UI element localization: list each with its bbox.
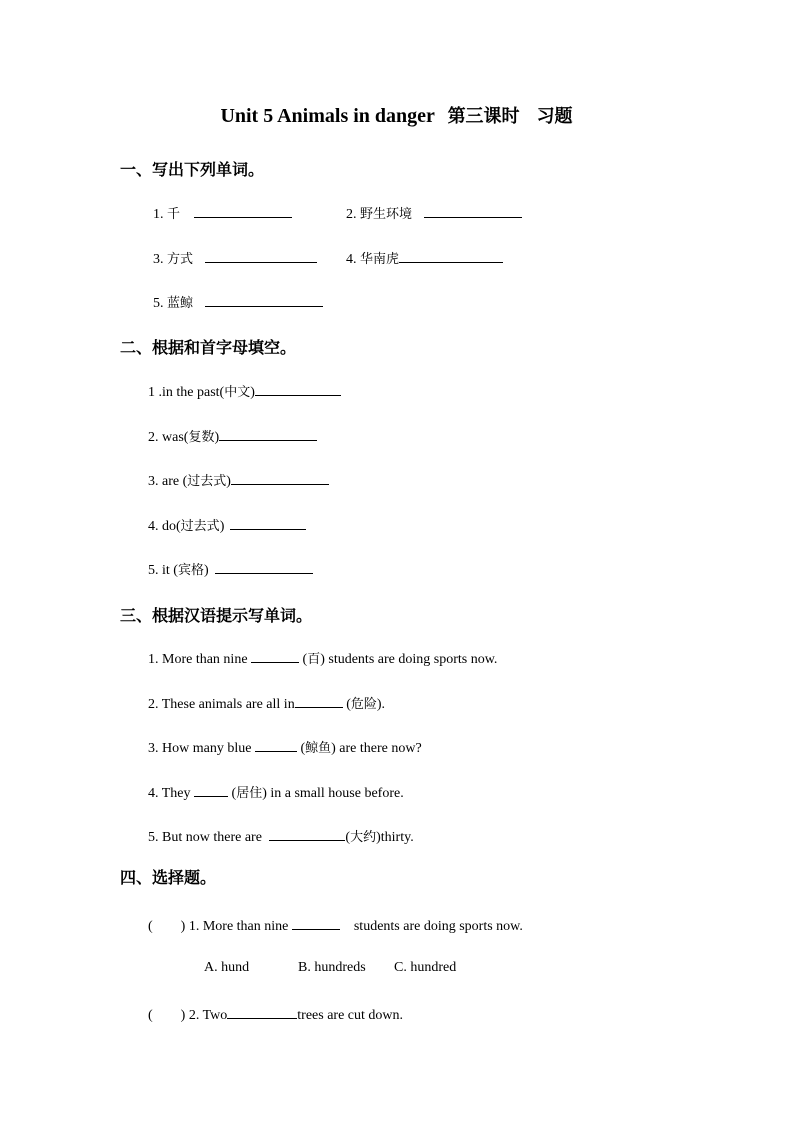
question-text: 4. do(: [148, 519, 181, 534]
question-word: 蓝鲸: [167, 296, 194, 311]
question-text: 1. More than nine: [148, 652, 248, 667]
page-title: [0, 102, 793, 128]
question-text: (: [228, 786, 237, 801]
answer-parentheses[interactable]: ( ): [148, 1008, 186, 1023]
question-text: ): [203, 563, 209, 578]
question-text: 2. These animals are all in: [148, 697, 295, 712]
question-text: (: [299, 652, 308, 667]
answer-blank[interactable]: [424, 203, 522, 218]
question-text: (: [345, 830, 351, 845]
hint-text: 过去式: [180, 519, 220, 534]
answer-blank[interactable]: [194, 782, 228, 797]
p3-q4: [148, 782, 404, 802]
question-text: students are doing sports now.: [353, 919, 523, 934]
question-text: 5. it (: [148, 563, 178, 578]
question-text: 2. was(: [148, 430, 189, 445]
answer-blank[interactable]: [194, 203, 292, 218]
hint-text: 过去式: [187, 474, 227, 489]
hint-text: 复数: [188, 430, 215, 445]
question-text: )thirty.: [376, 830, 414, 845]
question-word: 方式: [167, 252, 194, 267]
p2-q5: [148, 559, 313, 579]
answer-blank[interactable]: [399, 248, 503, 263]
question-text: 4. They: [148, 786, 191, 801]
p2-q2: [148, 426, 317, 446]
p1-q1: [153, 203, 292, 223]
question-number: 2.: [346, 207, 357, 222]
answer-blank[interactable]: [205, 248, 317, 263]
question-text: (: [296, 741, 306, 756]
hint-text: 中文: [224, 385, 251, 400]
question-text: ) are there now?: [331, 741, 422, 756]
question-word: 千: [167, 207, 181, 222]
hint-text: 百: [307, 652, 321, 667]
p3-q3: [148, 737, 422, 757]
question-text: trees are cut down.: [297, 1008, 403, 1023]
section-3-heading: 三、根据汉语提示写单词。: [120, 606, 313, 625]
hint-text: 居住: [236, 786, 263, 801]
question-word: 华南虎: [360, 252, 400, 267]
section-4-heading: 四、选择题。: [120, 868, 217, 887]
p4-q1-option-a[interactable]: A. hund: [204, 960, 250, 975]
p2-q1: [148, 381, 341, 401]
title-lesson: 第三课时: [447, 106, 520, 127]
question-text: (: [342, 697, 351, 712]
title-exercise: 习题: [536, 106, 573, 127]
question-text: 1. More than nine: [188, 919, 289, 934]
answer-blank[interactable]: [219, 426, 317, 441]
p4-q1-option-b[interactable]: B. hundreds: [298, 960, 366, 975]
question-text: 2. Two: [188, 1008, 228, 1023]
question-number: 3.: [153, 252, 164, 267]
answer-blank[interactable]: [251, 648, 299, 663]
p4-q2: [148, 1004, 403, 1024]
question-text: ): [219, 519, 225, 534]
question-text: ): [226, 474, 231, 489]
p2-q3: [148, 470, 329, 490]
answer-blank[interactable]: [292, 915, 340, 930]
question-number: 1.: [153, 207, 164, 222]
p1-q5: [153, 292, 323, 312]
hint-text: 宾格: [177, 563, 204, 578]
question-text: 1 .in the past(: [148, 385, 225, 400]
question-text: ): [214, 430, 220, 445]
answer-blank[interactable]: [295, 693, 343, 708]
answer-blank[interactable]: [255, 381, 341, 396]
answer-blank[interactable]: [227, 1004, 297, 1019]
question-text: ): [250, 385, 255, 400]
answer-blank[interactable]: [230, 515, 306, 530]
question-text: 5. But now there are: [148, 830, 262, 845]
section-2-heading: 二、根据和首字母填空。: [120, 338, 297, 357]
p1-q4: [346, 248, 503, 268]
hint-text: 鲸鱼: [305, 741, 332, 756]
answer-parentheses[interactable]: ( ): [148, 919, 186, 934]
p2-q4: [148, 515, 306, 535]
question-word: 野生环境: [360, 207, 413, 222]
hint-text: 危险: [350, 697, 377, 712]
answer-blank[interactable]: [205, 292, 323, 307]
p3-q1: [148, 648, 497, 668]
answer-blank[interactable]: [269, 826, 345, 841]
p4-q1-option-c[interactable]: C. hundred: [394, 960, 457, 975]
p4-q1: [148, 915, 523, 935]
hint-text: 大约: [350, 830, 377, 845]
question-number: 4.: [346, 252, 357, 267]
question-text: ) in a small house before.: [262, 786, 404, 801]
p1-q3: [153, 248, 317, 268]
question-text: ).: [376, 697, 386, 712]
answer-blank[interactable]: [215, 559, 313, 574]
question-number: 5.: [153, 296, 164, 311]
question-text: 3. are (: [148, 474, 188, 489]
p3-q5: [148, 826, 414, 846]
answer-blank[interactable]: [255, 737, 297, 752]
question-text: 3. How many blue: [148, 741, 252, 756]
question-text: ) students are doing sports now.: [320, 652, 498, 667]
p3-q2: [148, 693, 385, 713]
answer-blank[interactable]: [231, 470, 329, 485]
title-english: Unit 5 Animals in danger: [220, 105, 435, 127]
section-1-heading: 一、写出下列单词。: [120, 160, 265, 179]
p1-q2: [346, 203, 522, 223]
